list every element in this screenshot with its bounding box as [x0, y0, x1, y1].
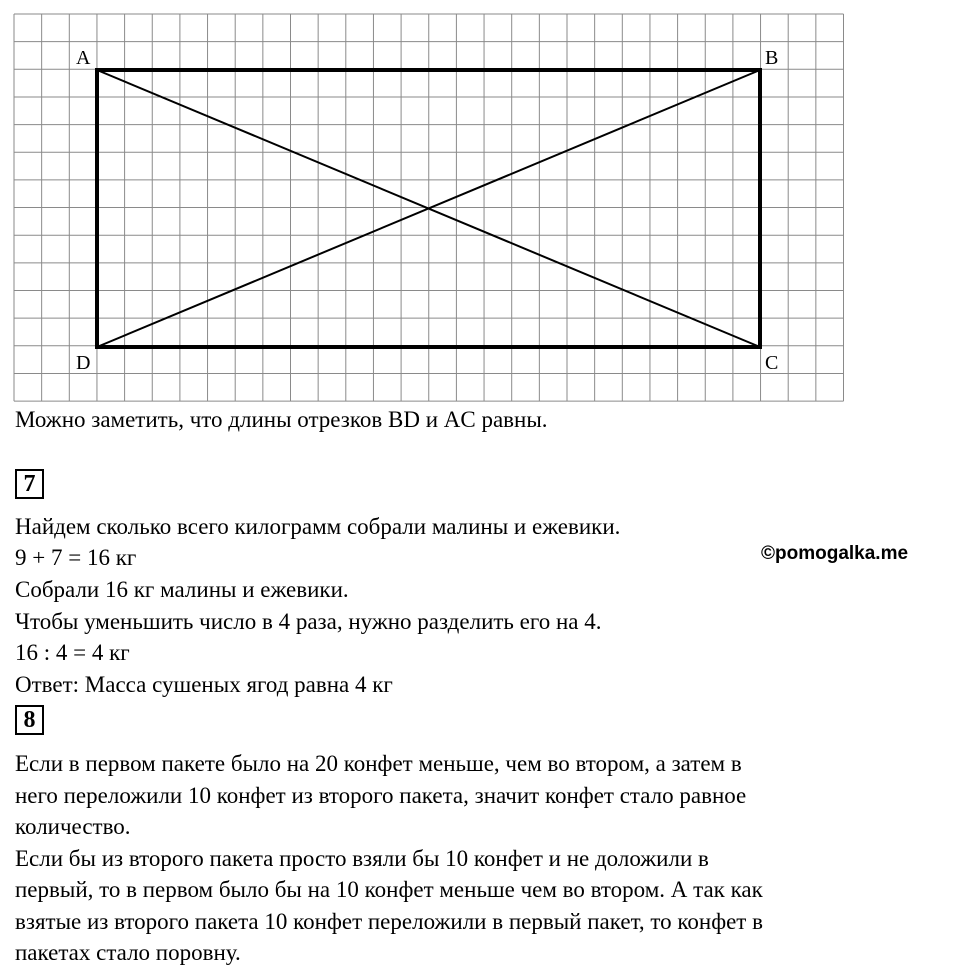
task-8-line: первый, то в первом было бы на 10 конфет меньше чем во втором. А так как: [15, 877, 763, 902]
geometry-figure: [0, 0, 960, 410]
task-7-line: Чтобы уменьшить число в 4 раза, нужно разделить его на 4.: [15, 609, 602, 634]
vertex-label-d: D: [76, 352, 91, 374]
task-8-number: 8: [15, 705, 44, 735]
task-7-answer: Ответ: Масса сушеных ягод равна 4 кг: [15, 672, 393, 697]
vertex-label-b: B: [765, 47, 779, 69]
task-8-line: него переложили 10 конфет из второго пакета, значит конфет стало равное: [15, 783, 747, 808]
vertex-label-c: C: [765, 352, 779, 374]
task-8-line: количество.: [15, 814, 131, 839]
task-7-line: Собрали 16 кг малины и ежевики.: [15, 577, 349, 602]
task-7-line: 9 + 7 = 16 кг: [15, 545, 137, 570]
task-7-line: 16 : 4 = 4 кг: [15, 640, 130, 665]
task-7-line: Найдем сколько всего килограмм собрали малины и ежевики.: [15, 514, 621, 539]
task-8-line: Если в первом пакете было на 20 конфет меньше, чем во втором, а затем в: [15, 751, 742, 776]
task-7-number: 7: [15, 469, 44, 499]
task-8-line: взятые из второго пакета 10 конфет переложили в первый пакет, то конфет в: [15, 909, 763, 934]
figure-caption: Можно заметить, что длины отрезков BD и AC равны.: [15, 407, 548, 432]
vertex-label-a: A: [76, 47, 91, 69]
task-8-line: пакетах стало поровну.: [15, 940, 241, 965]
watermark: ©pomogalka.me: [761, 543, 909, 564]
task-8-line: Если бы из второго пакета просто взяли бы 10 конфет и не доложили в: [15, 846, 709, 871]
